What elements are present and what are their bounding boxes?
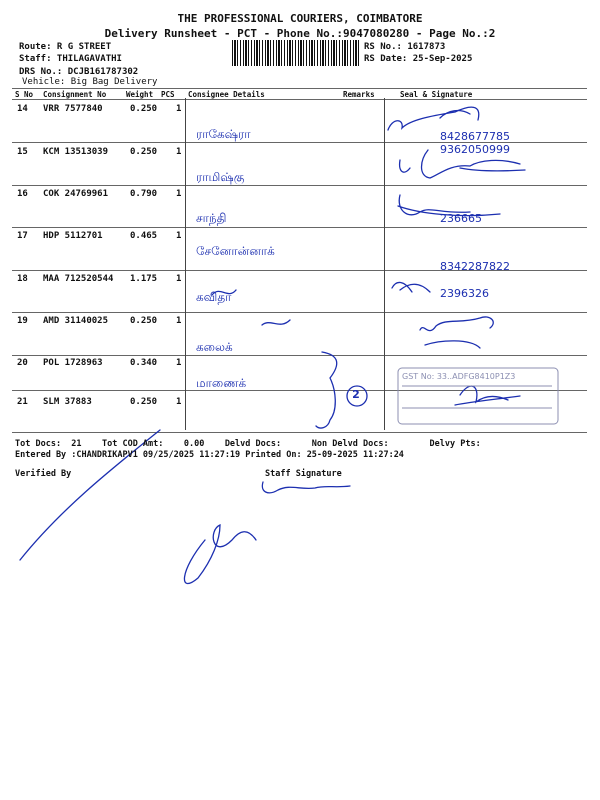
cell-weight: 0.250: [130, 104, 158, 114]
cell-consignee: ராகேஷ்ரா: [196, 127, 251, 141]
vehicle-label: Vehicle: Big Bag Delivery: [22, 77, 158, 87]
staff-signature-label: Staff Signature: [265, 469, 342, 479]
cell-pcs: 1: [176, 147, 182, 157]
col-sno: S No: [15, 90, 34, 99]
cell-weight: 0.250: [130, 147, 158, 157]
signature-stroke: [455, 386, 520, 405]
cell-consignment: HDP 5112701: [43, 231, 103, 241]
cell-consignment: MAA 712520544: [43, 274, 114, 284]
col-remarks: Remarks: [343, 90, 375, 99]
staff-signature-stroke: [262, 482, 350, 493]
col-seal: Seal & Signature: [400, 90, 473, 99]
cell-pcs: 1: [176, 189, 182, 199]
signature-stroke: [398, 195, 500, 216]
cell-seal-signature: 9362050999: [440, 143, 510, 156]
col-pcs: PCS: [161, 90, 175, 99]
cell-consignment: POL 1728963: [43, 358, 103, 368]
cell-sno: 17: [17, 231, 28, 241]
cell-seal-signature: 236665: [440, 212, 482, 225]
cell-weight: 1.175: [130, 274, 158, 284]
cell-pcs: 1: [176, 316, 182, 326]
cell-sno: 16: [17, 189, 28, 199]
cell-pcs: 1: [176, 104, 182, 114]
signature-stroke: [420, 317, 493, 331]
cell-sno: 21: [17, 397, 28, 407]
cell-weight: 0.250: [130, 316, 158, 326]
rs-number: RS No.: 1617873: [364, 42, 446, 52]
col-consignment: Consignment No: [43, 90, 107, 99]
cell-consignment: SLM 37883: [43, 397, 92, 407]
totals-line: Tot Docs: 21 Tot COD Amt: 0.00 Delvd Docs: Non Delvd Docs: Delvy Pts:: [15, 439, 481, 449]
runsheet-subtitle: Delivery Runsheet - PCT - Phone No.:9047080280 - Page No.:2: [104, 27, 496, 40]
tamil-stroke: [212, 290, 290, 325]
verified-by-label: Verified By: [15, 469, 72, 479]
col-consignee: Consignee Details: [188, 90, 265, 99]
cell-consignment: AMD 31140025: [43, 316, 109, 326]
initials-stroke: [184, 525, 256, 584]
col-weight: Weight: [126, 90, 154, 99]
cell-pcs: 1: [176, 274, 182, 284]
signature-stroke: [388, 107, 479, 130]
cell-sno: 18: [17, 274, 28, 284]
cell-seal-signature: 8428677785: [440, 130, 510, 143]
cell-consignment: KCM 13513039: [43, 147, 109, 157]
seal-stamp-border: [398, 368, 558, 424]
cell-seal-signature: GST No: 33..ADFG8410P1Z3: [402, 372, 516, 381]
cell-consignment: COK 24769961: [43, 189, 109, 199]
cell-weight: 0.790: [130, 189, 158, 199]
cell-sno: 19: [17, 316, 28, 326]
signature-stroke: [425, 341, 480, 348]
rs-date: RS Date: 25-Sep-2025: [364, 54, 473, 64]
entered-by-line: Entered By :CHANDRIKAPV1 09/25/2025 11:27:19 Printed On: 25-09-2025 11:27:24: [15, 450, 404, 460]
cell-sno: 20: [17, 358, 28, 368]
cell-consignee: சாந்தி: [196, 211, 227, 225]
signature-stroke: [400, 150, 525, 178]
cell-pcs: 1: [176, 231, 182, 241]
drs-label: DRS No.: DCJB161787302: [19, 67, 139, 77]
cell-consignee: மாணைக்: [196, 376, 247, 390]
route-label: Route: R G STREET: [19, 42, 112, 52]
cell-pcs: 1: [176, 397, 182, 407]
company-title: THE PROFESSIONAL COURIERS, COIMBATORE: [177, 12, 423, 25]
cell-consignment: VRR 7577840: [43, 104, 103, 114]
cell-consignee: கலைக்: [196, 340, 233, 354]
cell-consignee: ராமிஷ்கு: [196, 170, 245, 184]
cell-seal-signature: 2396326: [440, 287, 489, 300]
cell-weight: 0.340: [130, 358, 158, 368]
cell-consignee: கவிதா: [196, 290, 232, 304]
cell-weight: 0.465: [130, 231, 158, 241]
cell-seal-signature: 8342287822: [440, 260, 510, 273]
cell-weight: 0.250: [130, 397, 158, 407]
cell-consignee: சேனோன்னாக்: [196, 244, 275, 258]
cell-pcs: 1: [176, 358, 182, 368]
circled-number: 2: [352, 388, 360, 401]
cell-sno: 15: [17, 147, 28, 157]
bracket-stroke: [316, 352, 337, 428]
cell-sno: 14: [17, 104, 28, 114]
signature-stroke: [392, 282, 430, 292]
staff-label: Staff: THILAGAVATHI: [19, 54, 122, 64]
